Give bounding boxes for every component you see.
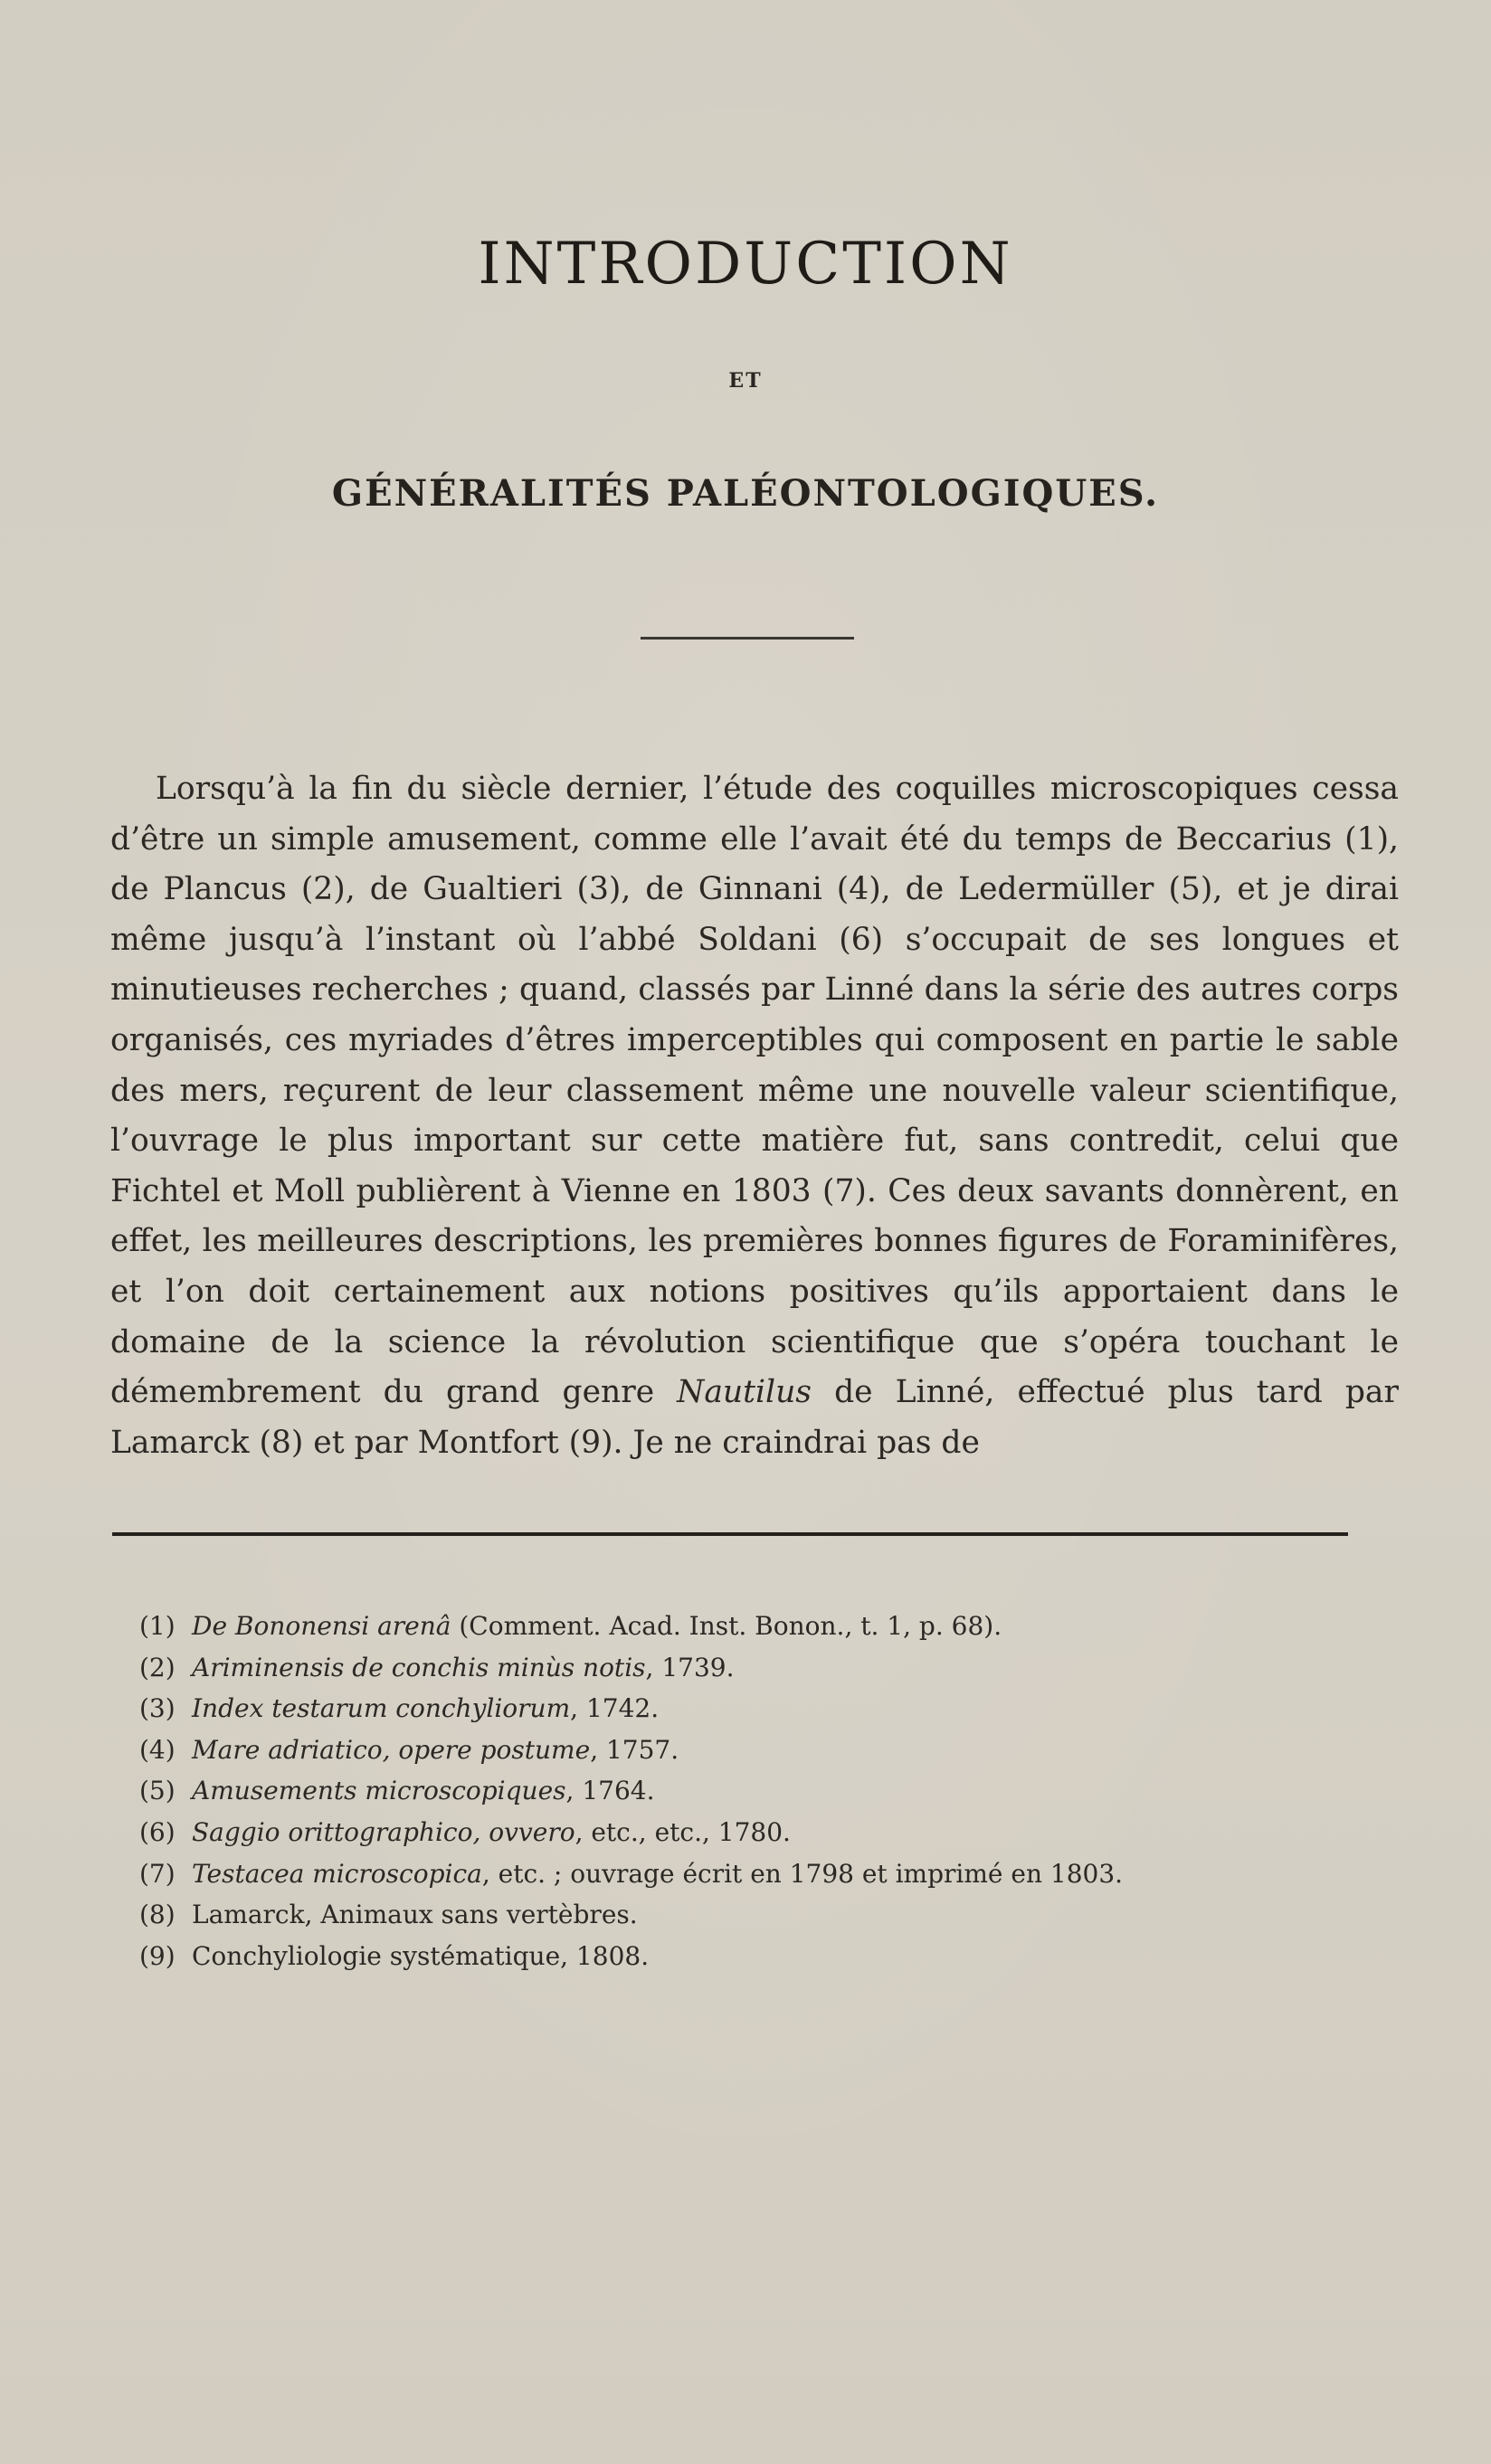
footnote-text: , etc., etc., 1780.: [575, 1816, 791, 1847]
footnote-number: (8): [139, 1900, 176, 1930]
footnote-text: Lamarck, Animaux sans vertèbres.: [192, 1900, 638, 1930]
footnote-item: [139, 1606, 1315, 1647]
footnote-number: (2): [139, 1652, 176, 1682]
footnote-title: Amusements microscopiques: [192, 1776, 566, 1806]
footnote-text: , 1739.: [645, 1652, 735, 1682]
footnote-number: (9): [139, 1940, 176, 1971]
footnote-number: (5): [139, 1776, 176, 1806]
body-text-part-1: Lorsqu’à la fin du siècle dernier, l’étude des coquilles microscopiques cessa d’être un simple amusement, comme elle l’avait été du temps de Beccarius (1), de Plancus (2), de Gualtieri (3), de Ginnani (4), de Ledermüller (5), et je dirai même jusqu’à l’instant où l’abbé Soldani (6) s’occupait de ses longues et minutieuses recherches ; quand, classés par Linné dans la série des autres corps organisés, ces myriades d’êtres imperceptibles qui composent en partie le sable des mers, reçurent de leur classement même une nouvelle valeur scientifique, l’ouvrage le plus important sur cette matière fut, sans contredit, celui que Fichtel et Moll publièrent à Vienne en 1803 (7). Ces deux savants donnèrent, en effet, les meilleures descriptions, les premières bonnes figures de Foraminifères, et l’on doit certainement aux notions positives qu’ils apportaient dans le domaine de la science la révolution scientifique que s’opéra touchant le démembrement du grand genre: [110, 771, 1399, 1411]
footnote-number: (4): [139, 1734, 176, 1765]
title-divider: [641, 637, 854, 640]
footnote-title: Testacea microscopica: [192, 1858, 482, 1889]
body-text-italic: Nautilus: [677, 1374, 812, 1411]
footnote-number: (7): [139, 1858, 176, 1889]
footnote-number: (3): [139, 1693, 176, 1724]
footnote-item: [139, 1770, 1315, 1812]
title-connector: ET: [728, 369, 763, 393]
footnote-title: De Bononensi arenâ: [192, 1611, 451, 1641]
body-text-part-2: de Linné, effectué plus tard par Lamarck (8) et par Montfort (9). Je ne craindrai pas de: [110, 1374, 1399, 1461]
footnote-title: Saggio orittographico, ovvero: [192, 1816, 575, 1847]
footnote-text: Conchyliologie systématique, 1808.: [192, 1940, 650, 1971]
footnote-item: [139, 1894, 1315, 1936]
footnote-title: Ariminensis de conchis minùs notis: [192, 1652, 646, 1682]
footnote-item: [139, 1688, 1315, 1730]
footnote-text: (Comment. Acad. Inst. Bonon., t. 1, p. 68).: [451, 1611, 1002, 1641]
footnote-item: [139, 1853, 1315, 1895]
footnote-item: [139, 1936, 1315, 1977]
footnote-item: [139, 1647, 1315, 1689]
footnote-number: (1): [139, 1611, 176, 1641]
footnote-title: Mare adriatico, opere postume: [192, 1734, 591, 1765]
footnote-text: , 1742.: [570, 1693, 660, 1724]
footnote-number: (6): [139, 1816, 176, 1847]
footnote-divider: [112, 1532, 1348, 1536]
footnote-item: [139, 1812, 1315, 1853]
footnote-list: [139, 1606, 1315, 1976]
footnote-text: , 1757.: [590, 1734, 679, 1765]
body-paragraph: [110, 764, 1399, 1468]
footnote-text: , etc. ; ouvrage écrit en 1798 et imprimé en 1803.: [481, 1858, 1124, 1889]
page-subtitle: GÉNÉRALITÉS PALÉONTOLOGIQUES.: [331, 472, 1160, 515]
page-title: INTRODUCTION: [478, 231, 1013, 298]
footnote-item: [139, 1730, 1315, 1771]
footnote-title: Index testarum conchyliorum: [192, 1693, 571, 1724]
footnote-text: , 1764.: [565, 1776, 655, 1806]
